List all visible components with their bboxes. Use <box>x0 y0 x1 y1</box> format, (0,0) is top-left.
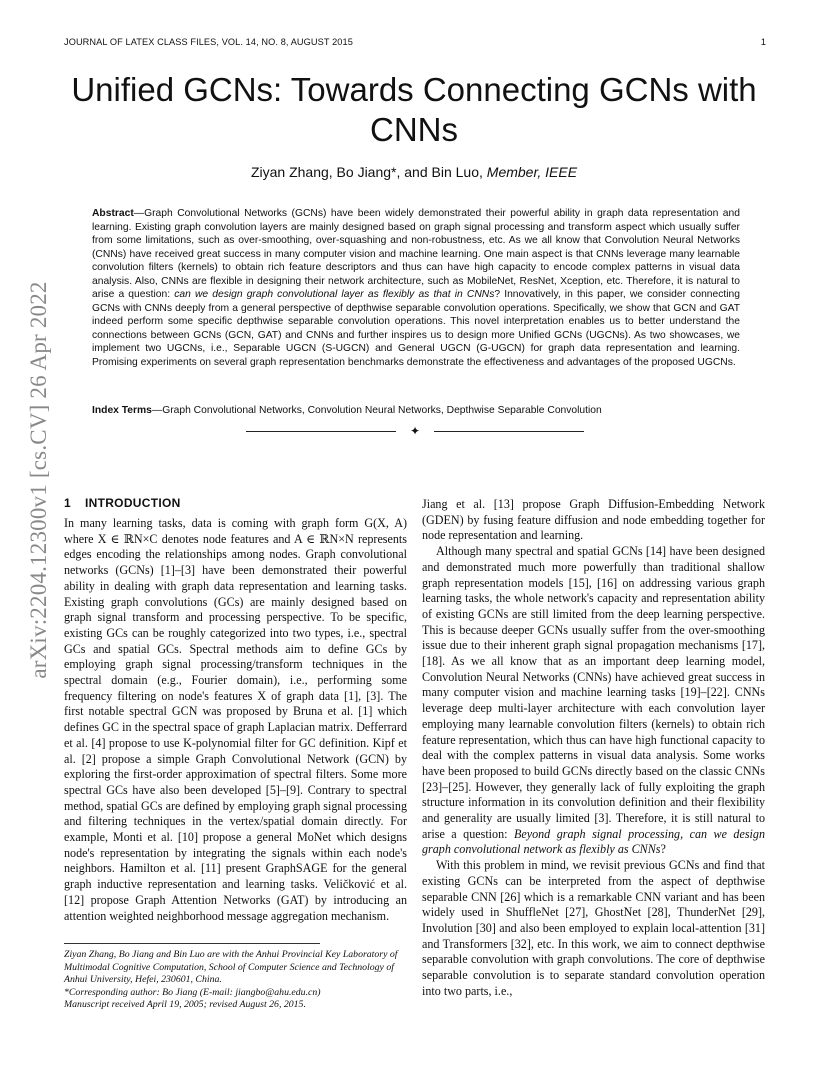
arxiv-side-stamp <box>16 281 62 679</box>
intro-paragraph-cont: Jiang et al. [13] propose Graph Diffusion-Embedding Network (GDEN) by fusing feature diffusion and node embedding together for node representation and learning. <box>422 497 765 543</box>
intro-paragraph-3: With this problem in mind, we revisit previous GCNs and find that existing GCNs can be interpreted from the aspect of depthwise separable CNN [26] which is a remarkable CNN variant and has been widely used in ShuffleNet [27], GhostNet [28], ThunderNet [29], Involution [30] and also been employed to explain local-attention [31] and Transformers [32], etc. In this work, we aim to connect depthwise separable convolution with graph convolutions. The core of depthwise separable convolution is to separate standard convolution operation into two parts, i.e., <box>422 858 765 998</box>
index-terms-text: —Graph Convolutional Networks, Convolution Neural Networks, Depthwise Separable Convolution <box>151 405 602 416</box>
right-column <box>422 497 765 1000</box>
abstract-label: Abstract <box>92 208 134 219</box>
footnote-affiliation: Ziyan Zhang, Bo Jiang and Bin Luo are with the Anhui Provincial Key Laboratory of Multimodal Cognitive Computation, School of Computer Science and Technology of Anhui University, Hefei, 230601, China. <box>64 949 398 986</box>
abstract <box>92 207 740 369</box>
footnote-rule <box>64 943 320 944</box>
author-names: Ziyan Zhang, Bo Jiang*, and Bin Luo, <box>250 164 483 180</box>
left-column <box>64 516 407 924</box>
divider-diamond-icon: ✦ <box>409 424 421 438</box>
section-number: 1 <box>64 496 71 510</box>
footnote <box>64 949 407 1012</box>
paper-title: Unified GCNs: Towards Connecting GCNs with CNNs <box>71 71 757 148</box>
intro-question-mark: ? <box>660 842 666 857</box>
abstract-question: can we design graph convolutional layer as flexibly as that in CNNs <box>174 289 495 300</box>
index-terms-label: Index Terms <box>92 405 152 416</box>
author-membership: Member, IEEE <box>486 164 578 180</box>
page-number: 1 <box>760 37 766 47</box>
index-terms <box>92 404 740 418</box>
author-line <box>40 164 788 180</box>
intro-paragraph-1: In many learning tasks, data is coming with graph form G(X, A) where X ∈ ℝN×C denotes node features and A ∈ ℝN×N represents edges encoding the relationships among nodes. Graph convolutional networks (GCNs) [1]–[3] have been demonstrated their powerful ability in dealing with graph data representation and learning tasks. Existing graph convolutions (GCs) are mainly designed based on graph signal transform and processing perspective. To be specific, existing GCs can be roughly categorized into two types, i.e., spectral GCs and spatial GCs. Spectral methods aim to define GCs by employing graph signal processing/transform techniques in the spectral domain (e.g., Fourier domain), i.e., performing some frequency filtering on node's features X of graph data [1], [3]. The first notable spectral GCN was proposed by Bruna et al. [1] which defines GC in the spectral space of graph Laplacian matrix. Defferrard et al. [4] propose to use K-polynomial filter for GC definition. Kipf et al. [2] propose a simple Graph Convolutional Network (GCN) by exploring the first-order approximation of spectral filters. Some more spectral GCs have also been developed [5]–[9]. Contrary to spectral method, spatial GCs are defined by employing graph signal processing and filtering techniques in the vertex/spatial domain directly. For example, Monti et al. [10] propose a general MoNet which designs node's representation by integrating the signals within each node's neighbors. Hamilton et al. [11] present GraphSAGE for the general graph inductive representation and learning tasks. Veličković et al. [12] propose Graph Attention Networks (GAT) by introducing an attention weighted neighborhood message aggregation mechanism. <box>64 516 407 923</box>
footnote-corresponding: *Corresponding author: Bo Jiang (E-mail: jiangbo@ahu.edu.cn) <box>64 986 321 998</box>
arxiv-identifier: arXiv:2204.12300v1 [cs.CV] 26 Apr 2022 <box>26 281 51 679</box>
section-divider <box>246 424 584 438</box>
abstract-text-1: —Graph Convolutional Networks (GCNs) have been widely demonstrated their powerful ability in graph data representation and learning. Existing graph convolution layers are mainly designed based on graph signal processing and transform aspect which usually suffer from some limitations, such as over-smoothing, over-squashing and non-robustness, etc. As we all know that Convolution Neural Networks (CNNs) have received great success in many computer vision and machine learning. One main aspect is that CNNs leverage many learnable convolution filters (kernels) to obtain rich feature descriptors and thus can have high capacity to encode complex patterns in visual data analysis. Also, CNNs are flexible in designing their network architecture, such as MobileNet, ResNet, Xception, etc. Therefore, it is natural to arise a question: <box>92 208 740 300</box>
intro-paragraph-2 <box>422 544 765 858</box>
section-heading <box>64 496 181 510</box>
intro-paragraph-2-text: Although many spectral and spatial GCNs [14] have been designed and demonstrated much more powerfully than traditional shallow graph representation models [15], [16] on addressing various graph learning tasks, the whole network's capacity and representation ability of existing GCNs are still limited from the deep learning perspective. This is because deeper GCNs usually suffer from the over-smoothing issue due to their inherent graph signal propagation mechanisms [17], [18]. As we all know that as an important deep learning model, Convolution Neural Networks (CNNs) have achieved great success in many computer vision and machine learning tasks [19]–[22]. CNNs leverage deep multi-layer architecture with each convolution layer employing many learnable convolution filters (kernels) to obtain rich feature representation, which thus can have high functional capacity to deal with the complex patterns in visual data analysis. Some works have been proposed to build GCNs directly based on the classic CNNs [23]–[25]. However, they generally lack of fully exploiting the graph structure information in its convolution definition and their flexibility and generality are usually limited [3]. Therefore, it is still natural to arise a question: <box>422 544 765 841</box>
running-head: JOURNAL OF LATEX CLASS FILES, VOL. 14, NO. 8, AUGUST 2015 <box>64 37 353 47</box>
section-title: INTRODUCTION <box>84 496 181 510</box>
footnote-manuscript: Manuscript received April 19, 2005; revised August 26, 2015. <box>64 999 306 1011</box>
abstract-text-2: ? Innovatively, in this paper, we consider connecting GCNs with CNNs deeply from a general perspective of depthwise separable convolution operations. Specifically, we show that GCN and GAT indeed perform some specific depthwise separable convolution operations. This novel interpretation enables us to better understand the connections between GCNs (GCN, GAT) and CNNs and further inspires us to design more Unified GCNs (UGCNs). As two showcases, we implement two UGCNs, i.e., Separable UGCN (S-UGCN) and General UGCN (G-UGCN) for graph data representation and learning. Promising experiments on several graph representation benchmarks demonstrate the effectiveness and advantages of the proposed UGCNs. <box>92 289 740 368</box>
divider-line-right <box>434 431 584 432</box>
divider-line-left <box>246 431 396 432</box>
intro-question: Beyond graph signal processing, can we design graph convolutional network as flexibly as CNNs <box>422 826 765 857</box>
